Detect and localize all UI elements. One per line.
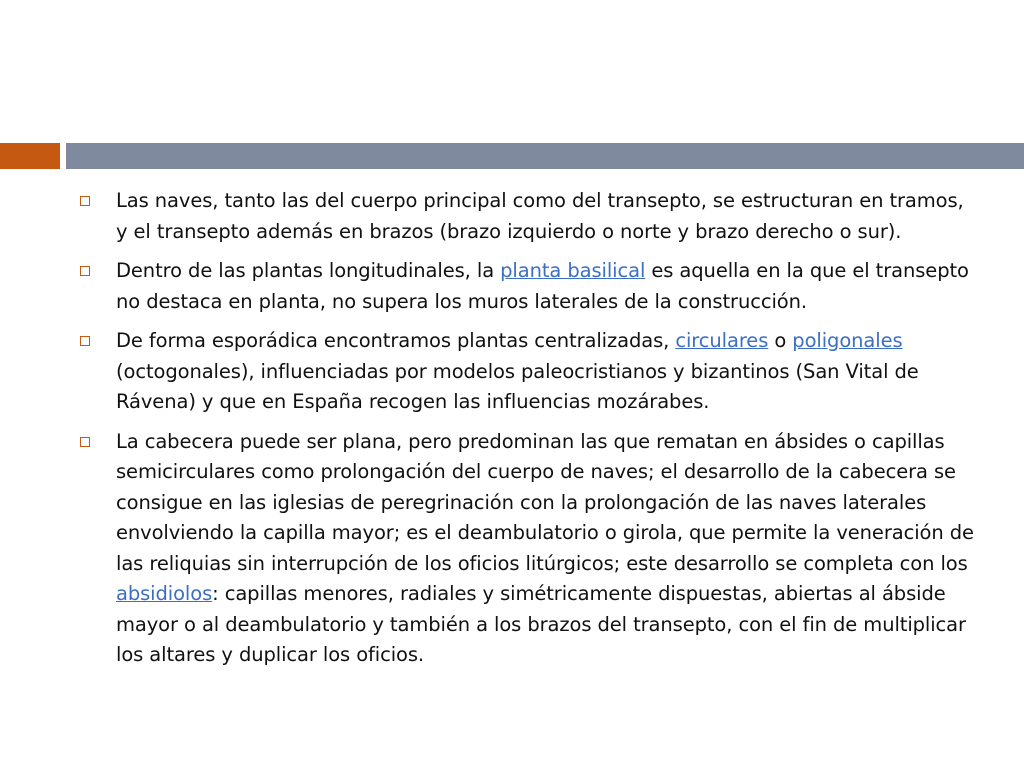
link-poligonales[interactable]: poligonales xyxy=(792,329,903,352)
slide-content xyxy=(78,186,978,680)
bullet-item xyxy=(78,326,978,418)
square-bullet-icon xyxy=(80,266,90,276)
bullet-item xyxy=(78,427,978,671)
bullet-text-segment: La cabecera puede ser plana, pero predominan las que rematan en ábsides o capillas semicirculares como prolongación del cuerpo de naves; el desarrollo de la cabecera se consigue en las iglesias de peregrinación con la prolongación de las naves laterales envolviendo la capilla mayor; es el deambulatorio o girola, que permite la veneración de las reliquias sin interrupción de los oficios litúrgicos; este desarrollo se completa con los xyxy=(116,429,974,575)
bullet-text-segment: o xyxy=(768,329,793,352)
link-circulares[interactable]: circulares xyxy=(675,329,769,352)
bullet-text xyxy=(116,326,978,418)
header-bar xyxy=(66,143,1024,169)
bullet-text-segment: Dentro de las plantas longitudinales, la xyxy=(116,259,501,282)
link-planta-basilical[interactable]: planta basilical xyxy=(500,259,646,282)
bullet-item xyxy=(78,256,978,317)
bullet-text xyxy=(116,256,978,317)
bullet-text-segment: es aquella en la que el transepto no destaca en planta, no supera los muros laterales de la construcción. xyxy=(116,259,969,313)
bullet-item xyxy=(78,186,978,247)
bullet-text xyxy=(116,427,978,671)
header-accent-bar xyxy=(0,143,60,169)
bullet-text-segment: (octogonales), influenciadas por modelos paleocristianos y bizantinos (San Vital de Rávena) y que en España recogen las influencias mozárabes. xyxy=(116,359,919,413)
square-bullet-icon xyxy=(80,196,90,206)
square-bullet-icon xyxy=(80,336,90,346)
link-absidiolos[interactable]: absidiolos xyxy=(116,582,213,605)
square-bullet-icon xyxy=(80,437,90,447)
bullet-text-segment: De forma esporádica encontramos plantas centralizadas, xyxy=(116,329,676,352)
bullet-text-segment: Las naves, tanto las del cuerpo principal como del transepto, se estructuran en tramos, y el transepto además en brazos (brazo izquierdo o norte y brazo derecho o sur). xyxy=(116,189,964,243)
bullet-text-segment: : capillas menores, radiales y simétricamente dispuestas, abiertas al ábside mayor o al deambulatorio y también a los brazos del transepto, con el fin de multiplicar los altares y duplicar los oficios. xyxy=(116,582,966,666)
bullet-text xyxy=(116,186,978,247)
